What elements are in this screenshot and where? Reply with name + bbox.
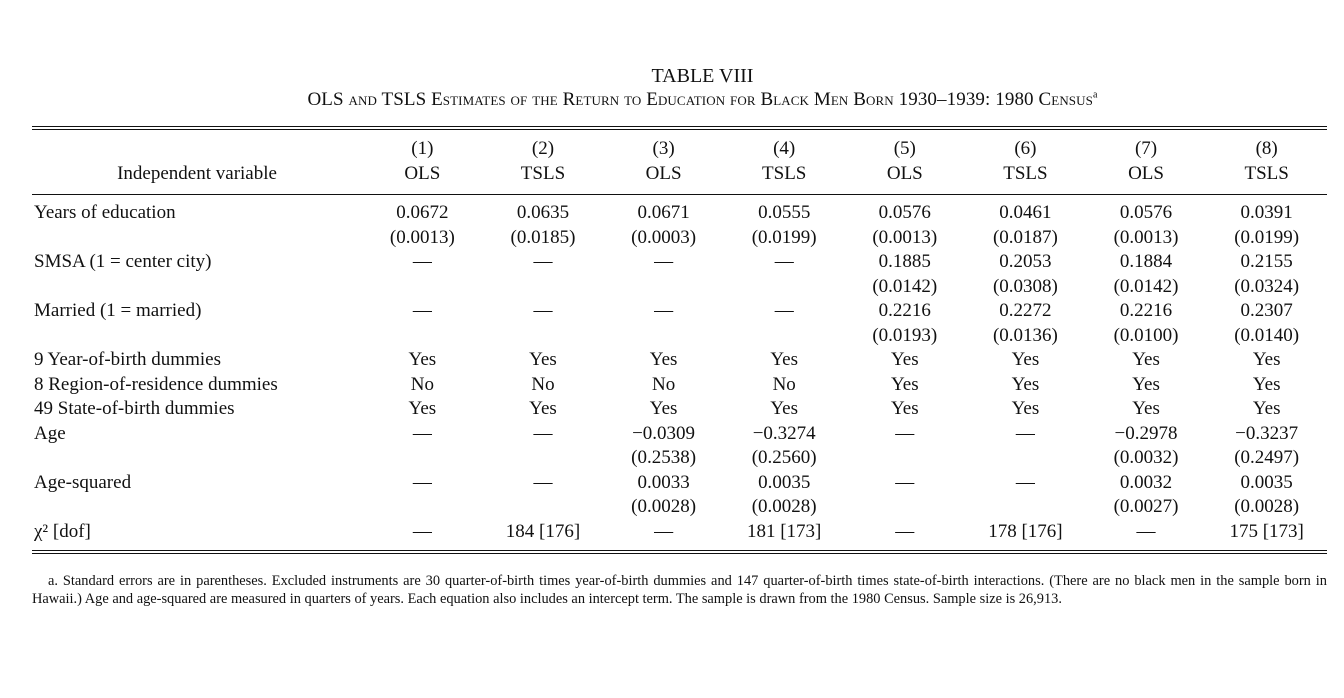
table-row: [32, 250, 1327, 275]
table-cell: (0.0013): [389, 226, 455, 248]
column-method: TSLS: [1003, 163, 1048, 184]
table-cell: [483, 275, 604, 300]
row-label: 8 Region-of-residence dummies: [34, 373, 278, 395]
column-number: (3): [652, 138, 675, 159]
table-row: [32, 495, 1327, 520]
table-cell: −0.3274: [752, 422, 816, 444]
table-cell: Yes: [408, 398, 437, 419]
table-row: [32, 348, 1327, 373]
column-method: TSLS: [1244, 163, 1289, 184]
table-cell: 0.1885: [878, 251, 931, 272]
row-label: [32, 324, 362, 349]
table-cell: 0.2155: [1240, 251, 1293, 272]
table-cell: —: [412, 471, 432, 493]
table-cell: (0.2560): [751, 447, 817, 468]
table-cell: Yes: [890, 349, 919, 370]
table-row: [32, 422, 1327, 447]
table-cell: (0.0013): [872, 226, 938, 248]
row-label: [32, 495, 362, 520]
table-cell: Yes: [529, 398, 557, 419]
table-cell: 184 [176]: [505, 520, 581, 542]
column-method: OLS: [404, 163, 441, 184]
table-cell: 0.2216: [878, 300, 931, 321]
table-row: [32, 226, 1327, 251]
table-cell: 178 [176]: [988, 520, 1063, 542]
row-label: Age-squared: [34, 471, 132, 493]
table-cell: No: [651, 373, 676, 395]
table-cell: −0.3237: [1235, 422, 1299, 444]
table-cell: (0.0028): [1234, 496, 1300, 517]
table-cell: [965, 446, 1086, 471]
table-cell: —: [412, 520, 432, 542]
table-cell: (0.0142): [1113, 275, 1179, 297]
table-cell: —: [412, 300, 432, 321]
table-cell: —: [895, 422, 915, 444]
table-cell: [483, 324, 604, 349]
column-number: (5): [893, 138, 916, 159]
row-label: Age: [34, 422, 66, 444]
table-cell: 0.0391: [1240, 202, 1293, 223]
table-cell: 0.0576: [878, 202, 931, 223]
table-cell: —: [412, 422, 432, 444]
column-number: (8): [1255, 138, 1278, 159]
column-header: [603, 130, 724, 195]
row-label: χ² [dof]: [34, 520, 91, 542]
table-cell: (0.0140): [1234, 324, 1300, 346]
table-cell: (0.0308): [992, 275, 1058, 297]
table-cell: (0.0032): [1113, 447, 1179, 468]
table-cell: —: [895, 520, 915, 542]
table-cell: (0.0142): [872, 275, 938, 297]
table-cell: 0.0032: [1119, 471, 1173, 493]
table-cell: Yes: [770, 398, 799, 419]
column-header: [845, 130, 966, 195]
column-method: TSLS: [762, 163, 807, 184]
table-cell: [362, 446, 483, 471]
table-cell: Yes: [408, 349, 437, 370]
column-header: [724, 130, 845, 195]
table-cell: (0.2497): [1234, 447, 1300, 468]
table-cell: 0.0672: [396, 202, 449, 223]
table-row: [32, 446, 1327, 471]
table-cell: —: [774, 251, 794, 272]
table-cell: (0.2538): [631, 447, 697, 468]
table-cell: (0.0100): [1113, 324, 1179, 346]
table-cell: 0.0555: [758, 202, 811, 223]
column-number: (2): [531, 138, 555, 159]
table-cell: —: [654, 251, 674, 272]
table-cell: 0.2307: [1240, 300, 1293, 321]
table-cell: 181 [173]: [746, 520, 822, 542]
table-cell: (0.0324): [1234, 275, 1300, 297]
table-cell: (0.0199): [751, 226, 817, 248]
row-label: SMSA (1 = center city): [34, 251, 212, 272]
table-cell: Yes: [1252, 373, 1281, 395]
table-cell: (0.0193): [872, 324, 938, 346]
table-cell: [724, 324, 845, 349]
table-cell: —: [654, 300, 674, 321]
table-caption-text: OLS and TSLS Estimates of the Return to Education for Black Men Born 1930–1939: 1980 Census: [307, 89, 1093, 110]
column-number: (7): [1134, 138, 1158, 159]
table-cell: −0.2978: [1114, 422, 1178, 444]
table-cell: No: [531, 373, 555, 395]
column-header: [362, 130, 483, 195]
table-cell: —: [412, 251, 432, 272]
table-cell: No: [772, 373, 796, 395]
table-cell: [845, 495, 966, 520]
table-cell: 0.2216: [1119, 300, 1173, 321]
table-cell: —: [774, 300, 794, 321]
table-caption: [78, 88, 1327, 112]
table-cell: [724, 275, 845, 300]
column-method: OLS: [1128, 163, 1164, 184]
table-page: [32, 64, 1327, 608]
table-cell: 175 [173]: [1229, 520, 1304, 542]
table-cell: 0.0035: [1240, 471, 1293, 493]
table-row: [32, 520, 1327, 547]
table-cell: [362, 324, 483, 349]
table-cell: —: [533, 422, 553, 444]
table-cell: (0.0187): [992, 226, 1058, 248]
table-cell: [362, 495, 483, 520]
table-row: [32, 373, 1327, 398]
stub-header-cell: [32, 130, 362, 195]
table-cell: 0.0033: [637, 471, 690, 493]
table-cell: 0.0576: [1119, 202, 1173, 223]
table-cell: [362, 275, 483, 300]
table-cell: Yes: [890, 398, 919, 419]
column-number: (4): [773, 138, 796, 159]
table-cell: Yes: [529, 349, 557, 370]
table-cell: 0.0461: [999, 202, 1052, 223]
row-label: Years of education: [34, 202, 176, 223]
table-footnote: a. Standard errors are in parentheses. Excluded instruments are 30 quarter-of-birth times year-of-birth dummies and 147 quarter-of-birth times state-of-birth interactions. (There are no black men in the sample born in Hawaii.) Age and age-squared are measured in quarters of years. Each equation also includes an intercept term. The sample is drawn from the 1980 Census. Sample size is 26,913.: [32, 573, 1327, 607]
results-table: [32, 130, 1327, 546]
table-cell: —: [654, 520, 674, 542]
table-cell: [603, 324, 724, 349]
table-cell: (0.0199): [1234, 226, 1300, 248]
table-cell: 0.0035: [758, 471, 811, 493]
bottom-double-rule: [32, 550, 1327, 554]
table-cell: Yes: [1132, 398, 1160, 419]
table-row: [32, 471, 1327, 496]
table-cell: —: [533, 471, 553, 493]
table-row: [32, 324, 1327, 349]
stub-header: Independent variable: [117, 163, 277, 184]
table-cell: [965, 495, 1086, 520]
column-header: [1086, 130, 1207, 195]
table-cell: Yes: [1011, 398, 1040, 419]
column-number: (1): [411, 138, 434, 159]
table-cell: Yes: [1252, 349, 1281, 370]
table-row: [32, 201, 1327, 226]
table-cell: −0.0309: [632, 422, 696, 444]
table-cell: —: [533, 251, 553, 272]
row-label: [32, 226, 362, 251]
table-cell: 0.2053: [999, 251, 1052, 272]
row-label: [32, 275, 362, 300]
table-cell: —: [895, 471, 915, 493]
table-cell: (0.0136): [992, 324, 1058, 346]
table-cell: [483, 495, 604, 520]
column-method: OLS: [645, 163, 682, 184]
table-cell: 0.0635: [516, 202, 570, 223]
table-cell: [483, 446, 604, 471]
table-cell: Yes: [1132, 373, 1160, 395]
column-header: [965, 130, 1086, 195]
table-cell: Yes: [890, 373, 919, 395]
table-cell: (0.0027): [1113, 496, 1179, 517]
table-cell: (0.0185): [510, 226, 576, 248]
table-cell: Yes: [770, 349, 799, 370]
table-cell: —: [533, 300, 553, 321]
table-row: [32, 299, 1327, 324]
table-cell: Yes: [649, 349, 678, 370]
table-cell: No: [410, 373, 434, 395]
table-cell: —: [1136, 520, 1156, 542]
column-header: [483, 130, 604, 195]
column-number: (6): [1014, 138, 1037, 159]
row-label: [32, 446, 362, 471]
table-cell: [845, 446, 966, 471]
table-cell: 0.0671: [637, 202, 690, 223]
column-method: TSLS: [520, 163, 566, 184]
table-row: [32, 397, 1327, 422]
table-cell: 0.2272: [999, 300, 1052, 321]
table-cell: 0.1884: [1119, 251, 1173, 272]
table-cell: (0.0013): [1113, 226, 1179, 248]
table-cell: Yes: [1011, 349, 1040, 370]
table-cell: Yes: [1011, 373, 1040, 395]
table-cell: [603, 275, 724, 300]
table-header: [32, 130, 1327, 195]
table-cell: Yes: [1132, 349, 1160, 370]
table-cell: Yes: [1252, 398, 1281, 419]
table-cell: —: [1015, 422, 1035, 444]
row-label: Married (1 = married): [34, 300, 202, 321]
row-label: 49 State-of-birth dummies: [34, 398, 235, 419]
table-cell: Yes: [649, 398, 678, 419]
column-header: [1206, 130, 1327, 195]
table-cell: (0.0003): [631, 226, 697, 248]
row-label: 9 Year-of-birth dummies: [34, 349, 221, 370]
table-row: [32, 275, 1327, 300]
caption-note-marker: a: [1092, 89, 1098, 101]
table-cell: (0.0028): [631, 496, 697, 517]
table-number: TABLE VIII: [651, 65, 754, 87]
table-cell: —: [1015, 471, 1035, 493]
table-cell: (0.0028): [751, 496, 817, 517]
table-body: [32, 195, 1327, 547]
column-method: OLS: [886, 163, 923, 184]
